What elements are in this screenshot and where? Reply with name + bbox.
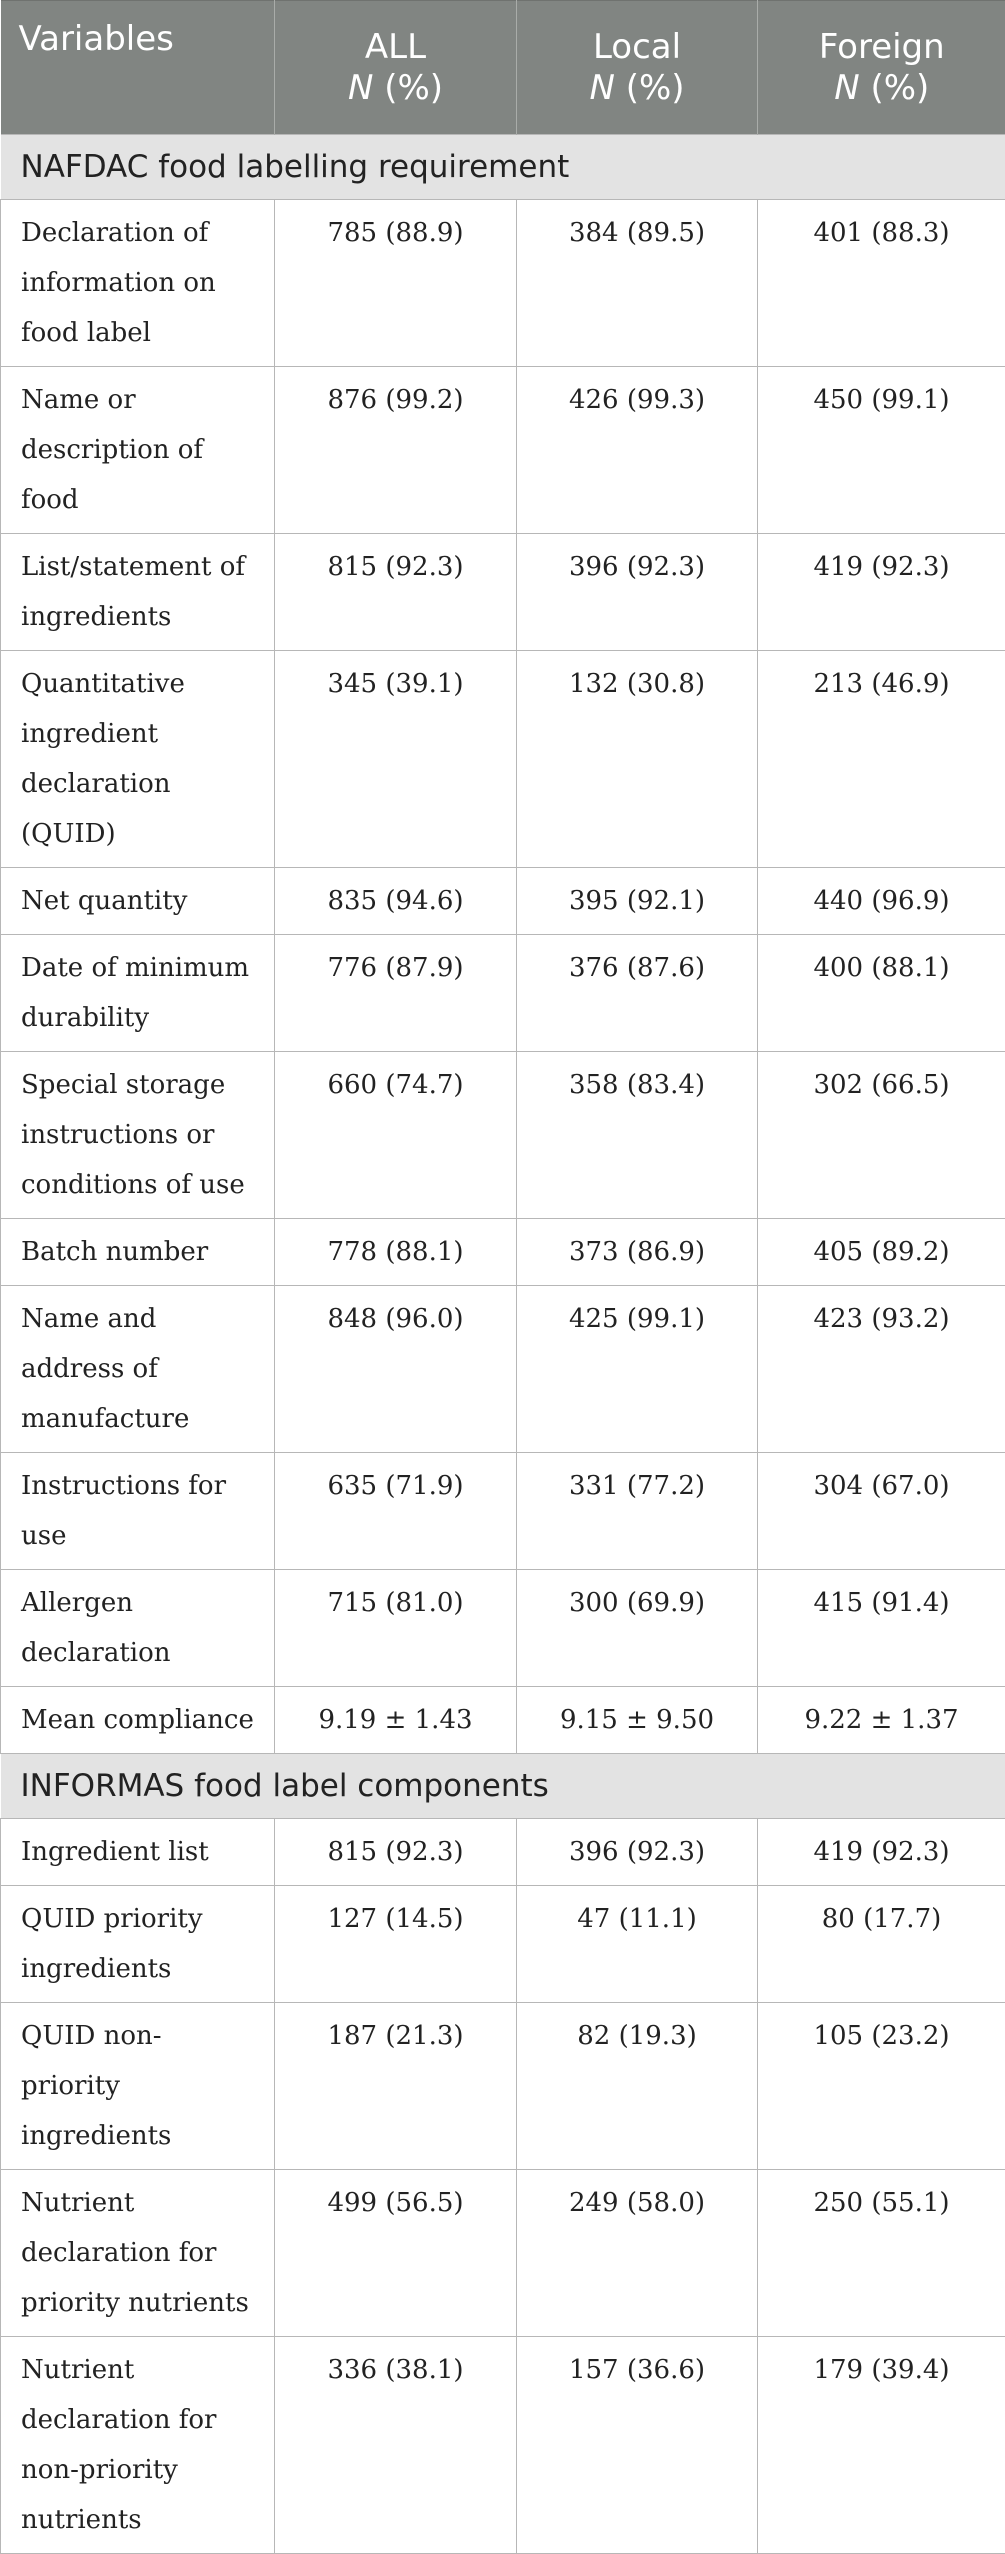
table-row [1, 367, 1005, 534]
table-row [1, 2170, 1005, 2337]
table-row [1, 534, 1005, 651]
table-body [1, 135, 1005, 2554]
all-value-cell: 345 (39.1) [275, 651, 517, 868]
row-label-cell: Nutrient declaration for non-priority nutrients [1, 2337, 275, 2554]
header-variables: Variables [1, 1, 275, 135]
table-row [1, 1687, 1005, 1754]
local-value-cell: 425 (99.1) [517, 1286, 758, 1453]
foreign-value-cell: 105 (23.2) [758, 2003, 1005, 2170]
row-label-cell: Name or description of food [1, 367, 275, 534]
header-foreign-label: Foreign [819, 27, 945, 67]
row-label-cell: Quantitative ingredient declaration (QUID) [1, 651, 275, 868]
header-all [275, 1, 517, 135]
row-label-cell: QUID priority ingredients [1, 1886, 275, 2003]
local-value-cell: 396 (92.3) [517, 534, 758, 651]
foreign-value-cell: 423 (93.2) [758, 1286, 1005, 1453]
header-foreign-npct [776, 68, 988, 109]
local-value-cell: 300 (69.9) [517, 1570, 758, 1687]
header-local-npct [535, 68, 739, 109]
header-foreign [758, 1, 1005, 135]
local-value-cell: 384 (89.5) [517, 200, 758, 367]
all-value-cell: 778 (88.1) [275, 1219, 517, 1286]
table-row [1, 1286, 1005, 1453]
all-value-cell: 660 (74.7) [275, 1052, 517, 1219]
foreign-value-cell: 440 (96.9) [758, 868, 1005, 935]
foreign-value-cell: 419 (92.3) [758, 534, 1005, 651]
header-local-label: Local [593, 27, 681, 67]
table-row [1, 1453, 1005, 1570]
section-title: NAFDAC food labelling requirement [1, 135, 1005, 200]
local-value-cell: 249 (58.0) [517, 2170, 758, 2337]
all-value-cell: 635 (71.9) [275, 1453, 517, 1570]
foreign-value-cell: 405 (89.2) [758, 1219, 1005, 1286]
local-value-cell: 373 (86.9) [517, 1219, 758, 1286]
header-all-n: N [348, 68, 373, 108]
row-label-cell: Declaration of information on food label [1, 200, 275, 367]
table-row [1, 935, 1005, 1052]
local-value-cell: 47 (11.1) [517, 1886, 758, 2003]
foreign-value-cell: 302 (66.5) [758, 1052, 1005, 1219]
header-all-pct: (%) [384, 68, 443, 108]
foreign-value-cell: 80 (17.7) [758, 1886, 1005, 2003]
local-value-cell: 426 (99.3) [517, 367, 758, 534]
table-row [1, 1819, 1005, 1886]
all-value-cell: 815 (92.3) [275, 534, 517, 651]
local-value-cell: 376 (87.6) [517, 935, 758, 1052]
table-row [1, 868, 1005, 935]
row-label-cell: QUID non-priority ingredients [1, 2003, 275, 2170]
table-row [1, 1886, 1005, 2003]
foreign-value-cell: 304 (67.0) [758, 1453, 1005, 1570]
row-label-cell: Batch number [1, 1219, 275, 1286]
local-value-cell: 331 (77.2) [517, 1453, 758, 1570]
row-label-cell: Special storage instructions or conditions of use [1, 1052, 275, 1219]
foreign-value-cell: 250 (55.1) [758, 2170, 1005, 2337]
local-value-cell: 396 (92.3) [517, 1819, 758, 1886]
row-label-cell: Mean compliance [1, 1687, 275, 1754]
all-value-cell: 499 (56.5) [275, 2170, 517, 2337]
header-foreign-n: N [834, 68, 859, 108]
header-row [1, 1, 1005, 135]
row-label-cell: Date of minimum durability [1, 935, 275, 1052]
header-foreign-pct: (%) [870, 68, 929, 108]
row-label-cell: Instructions for use [1, 1453, 275, 1570]
row-label-cell: Ingredient list [1, 1819, 275, 1886]
row-label-cell: Nutrient declaration for priority nutrients [1, 2170, 275, 2337]
local-value-cell: 9.15 ± 9.50 [517, 1687, 758, 1754]
local-value-cell: 132 (30.8) [517, 651, 758, 868]
all-value-cell: 715 (81.0) [275, 1570, 517, 1687]
row-label-cell: Net quantity [1, 868, 275, 935]
all-value-cell: 876 (99.2) [275, 367, 517, 534]
section-row [1, 1754, 1005, 1819]
all-value-cell: 785 (88.9) [275, 200, 517, 367]
header-local-n: N [589, 68, 614, 108]
row-label-cell: Name and address of manufacture [1, 1286, 275, 1453]
section-row [1, 135, 1005, 200]
foreign-value-cell: 415 (91.4) [758, 1570, 1005, 1687]
local-value-cell: 358 (83.4) [517, 1052, 758, 1219]
all-value-cell: 187 (21.3) [275, 2003, 517, 2170]
row-label-cell: Allergen declaration [1, 1570, 275, 1687]
header-all-label: ALL [365, 27, 426, 67]
table-row [1, 2003, 1005, 2170]
local-value-cell: 157 (36.6) [517, 2337, 758, 2554]
table-row [1, 2337, 1005, 2554]
all-value-cell: 815 (92.3) [275, 1819, 517, 1886]
foreign-value-cell: 419 (92.3) [758, 1819, 1005, 1886]
header-local-pct: (%) [626, 68, 685, 108]
local-value-cell: 395 (92.1) [517, 868, 758, 935]
foreign-value-cell: 213 (46.9) [758, 651, 1005, 868]
foreign-value-cell: 401 (88.3) [758, 200, 1005, 367]
table-row [1, 1570, 1005, 1687]
header-local [517, 1, 758, 135]
local-value-cell: 82 (19.3) [517, 2003, 758, 2170]
all-value-cell: 9.19 ± 1.43 [275, 1687, 517, 1754]
foreign-value-cell: 179 (39.4) [758, 2337, 1005, 2554]
all-value-cell: 848 (96.0) [275, 1286, 517, 1453]
foreign-value-cell: 450 (99.1) [758, 367, 1005, 534]
table-row [1, 651, 1005, 868]
section-title: INFORMAS food label components [1, 1754, 1005, 1819]
all-value-cell: 336 (38.1) [275, 2337, 517, 2554]
row-label-cell: List/statement of ingredients [1, 534, 275, 651]
table-row [1, 1052, 1005, 1219]
table-header [1, 1, 1005, 135]
all-value-cell: 835 (94.6) [275, 868, 517, 935]
header-all-npct [293, 68, 498, 109]
foreign-value-cell: 400 (88.1) [758, 935, 1005, 1052]
all-value-cell: 776 (87.9) [275, 935, 517, 1052]
table-row [1, 200, 1005, 367]
foreign-value-cell: 9.22 ± 1.37 [758, 1687, 1005, 1754]
table-row [1, 1219, 1005, 1286]
all-value-cell: 127 (14.5) [275, 1886, 517, 2003]
